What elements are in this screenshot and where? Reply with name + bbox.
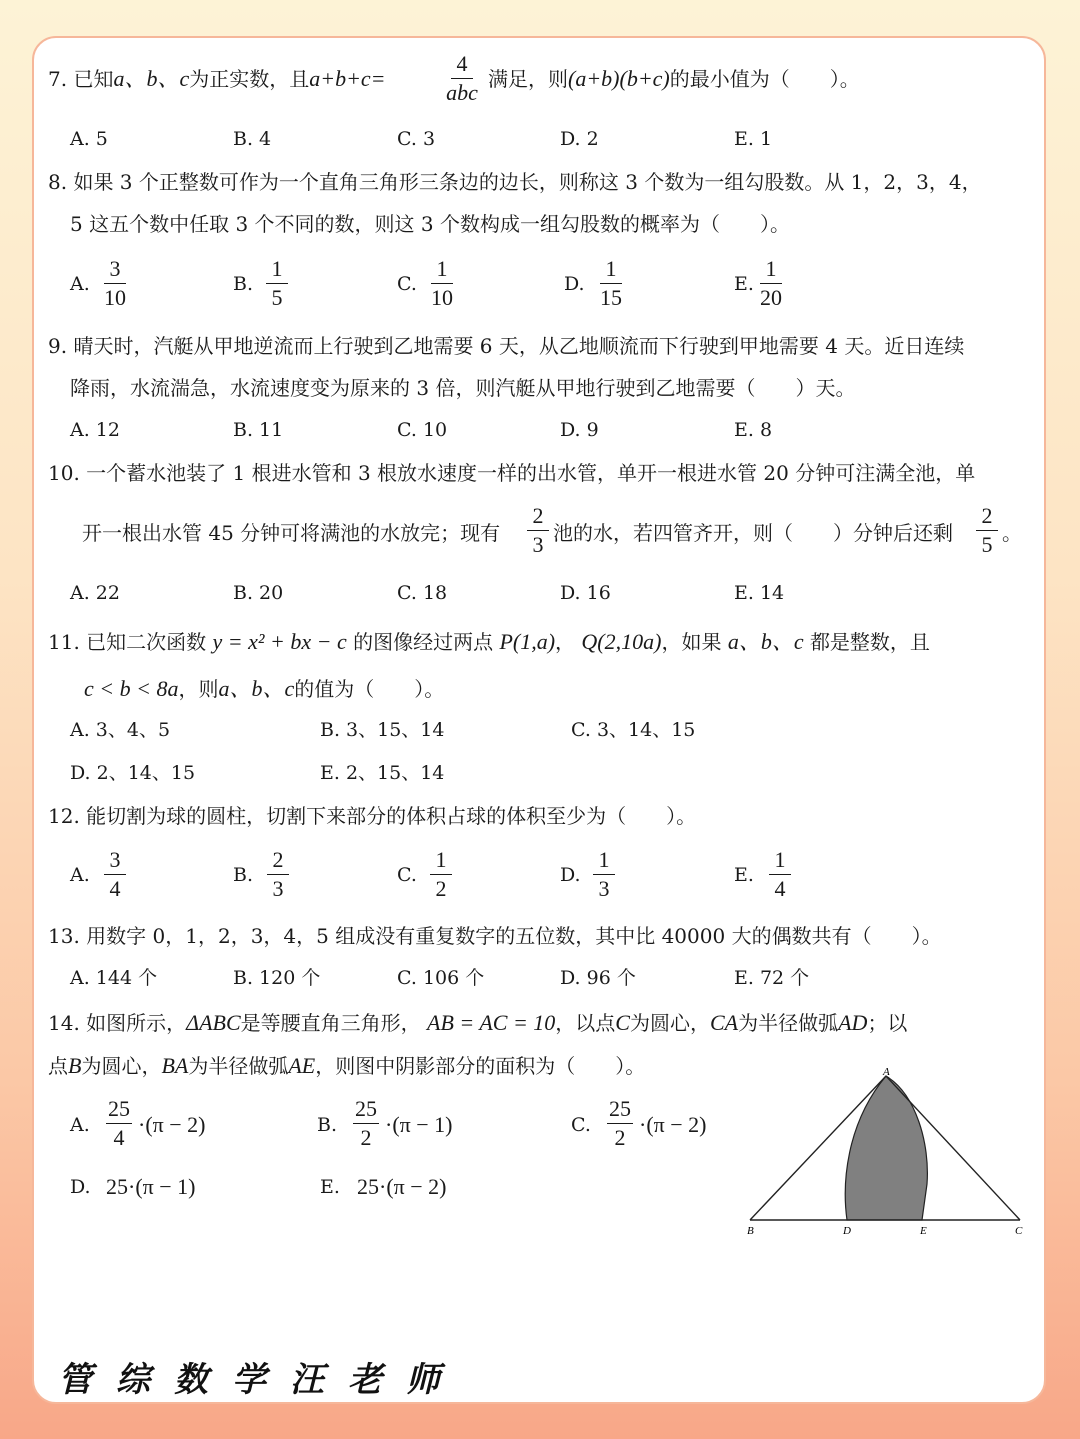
q14-option-a-tail: ·(π − 2) — [138, 1112, 206, 1137]
q8-option-e-fraction: $\frac{1}{20}$ — [760, 256, 782, 310]
q11-line1: 11. 已知二次函数 y = x² + bx − c 的图像经过两点 P(1,a)， Q(2,10a)，如果 a、b、c 都是整数，且 — [48, 629, 930, 654]
q10-option-b: B. 20 — [233, 582, 284, 604]
q14-option-c-tail: ·(π − 2) — [639, 1112, 707, 1137]
triangle-figure — [742, 1064, 1032, 1234]
q9-option-a: A. 12 — [70, 419, 120, 441]
q10-option-e: E. 14 — [734, 582, 785, 604]
q14-line1: 14. 如图所示，ΔABC是等腰直角三角形， AB = AC = 10，以点C为圆心，CA为半径做弧AD；以 — [48, 1010, 908, 1035]
q10-line2-b: 池的水，若四管齐开，则（ ）分钟后还剩 — [553, 521, 953, 545]
q11-option-b: B. 3、15、14 — [320, 719, 445, 741]
q9-option-c: C. 10 — [397, 419, 448, 441]
q14-option-b-fraction: $\frac{25}{2}$ — [355, 1096, 377, 1150]
q13-line: 13. 用数字 0，1，2，3，4，5 组成没有重复数字的五位数，其中比 40000 大的偶数共有（ ）。 — [48, 924, 942, 948]
q10-fraction-two-thirds: $\frac{2}{3}$ — [527, 505, 549, 556]
q8-line2: 5 这五个数中任取 3 个不同的数，则这 3 个数构成一组勾股数的概率为（ ）。 — [70, 212, 790, 236]
q8-option-d-label: D. — [564, 273, 585, 295]
q14-option-d-text: 25·(π − 1) — [106, 1174, 196, 1199]
q9-option-b: B. 11 — [233, 419, 284, 441]
q12-option-e-label: E. — [734, 864, 754, 886]
q10-option-d: D. 16 — [560, 582, 611, 604]
q14-option-a-label: A. — [70, 1114, 90, 1136]
author-signature: 管综数学汪老师 — [58, 1360, 464, 1400]
q8-option-c-fraction: $\frac{1}{10}$ — [431, 256, 453, 310]
q12-option-d-label: D. — [560, 864, 581, 886]
q7-option-d: D. 2 — [560, 128, 599, 150]
label-a: A — [883, 1066, 890, 1078]
q12-option-a-label: A. — [70, 864, 90, 886]
q7-option-e: E. 1 — [734, 128, 773, 150]
q9-option-d: D. 9 — [560, 419, 599, 441]
q7-option-c: C. 3 — [397, 128, 436, 150]
q13-option-c: C. 106 个 — [397, 967, 485, 989]
q14-line2: 点B为圆心，BA为半径做弧AE，则图中阴影部分的面积为（ ）。 — [48, 1053, 646, 1078]
q7-option-b: B. 4 — [233, 128, 272, 150]
q12-option-b-fraction: $\frac{2}{3}$ — [267, 849, 289, 900]
q8-option-c-label: C. — [397, 273, 417, 295]
q13-option-a: A. 144 个 — [70, 967, 158, 989]
q12-option-c-fraction: $\frac{1}{2}$ — [430, 849, 452, 900]
q10-line1: 10. 一个蓄水池装了 1 根进水管和 3 根放水速度一样的出水管，单开一根进水管 20 分钟可注满全池，单 — [48, 461, 976, 485]
q8-option-a-label: A. — [70, 273, 90, 295]
q8-option-b-fraction: $\frac{1}{5}$ — [266, 258, 288, 309]
q9-option-e: E. 8 — [734, 419, 773, 441]
q10-line2-a: 开一根出水管 45 分钟可将满池的水放完；现有 — [82, 521, 501, 545]
q9-line2: 降雨，水流湍急，水流速度变为原来的 3 倍，则汽艇从甲地行驶到乙地需要（ ）天。 — [70, 376, 856, 400]
q12-option-c-label: C. — [397, 864, 417, 886]
q12-option-b-label: B. — [233, 864, 254, 886]
q13-option-b: B. 120 个 — [233, 967, 321, 989]
q8-option-d-fraction: $\frac{1}{15}$ — [600, 256, 622, 310]
q10-option-c: C. 18 — [397, 582, 448, 604]
q11-option-d: D. 2、14、15 — [70, 762, 196, 784]
q7-fraction: 4 abc — [446, 51, 478, 105]
shaded-lens-region — [845, 1076, 927, 1220]
q14-option-c-fraction: $\frac{25}{2}$ — [609, 1096, 631, 1150]
q12-line: 12. 能切割为球的圆柱，切割下来部分的体积占球的体积至少为（ ）。 — [48, 804, 697, 828]
q13-option-d: D. 96 个 — [560, 967, 636, 989]
q14-option-a-fraction: $\frac{25}{4}$ — [108, 1096, 130, 1150]
q11-option-c: C. 3、14、15 — [571, 719, 696, 741]
q11-option-e: E. 2、15、14 — [320, 762, 445, 784]
label-c: C — [1015, 1225, 1023, 1234]
q11-option-a: A. 3、4、5 — [70, 719, 171, 741]
q12-option-d-fraction: $\frac{1}{3}$ — [593, 849, 615, 900]
q9-line1: 9. 晴天时，汽艇从甲地逆流而上行驶到乙地需要 6 天，从乙地顺流而下行驶到甲地需要 4 天。近日连续 — [48, 334, 965, 358]
q7-text: 7. 已知a、b、c为正实数，且a+b+c= — [48, 66, 386, 91]
q8-line1: 8. 如果 3 个正整数可作为一个直角三角形三条边的边长，则称这 3 个数为一组勾股数。从 1，2，3，4， — [48, 170, 982, 194]
q14-option-c-label: C. — [571, 1114, 591, 1136]
q8-option-a-fraction: $\frac{3}{10}$ — [104, 256, 126, 310]
label-d: D — [843, 1225, 851, 1234]
q10-line2-c: 。 — [1002, 521, 1022, 545]
q14-option-e-label: E. — [320, 1176, 340, 1198]
q14-option-b-label: B. — [317, 1114, 338, 1136]
q14-option-e-text: 25·(π − 2) — [357, 1174, 447, 1199]
label-e: E — [920, 1225, 927, 1234]
q11-line2: c < b < 8a，则a、b、c的值为（ ）。 — [84, 676, 445, 701]
q7-option-a: A. 5 — [70, 128, 108, 150]
q8-option-e-label: E. — [734, 273, 754, 295]
q10-option-a: A. 22 — [70, 582, 120, 604]
q13-option-e: E. 72 个 — [734, 967, 810, 989]
q10-fraction-two-fifths: $\frac{2}{5}$ — [976, 505, 998, 556]
q14-option-d-label: D. — [70, 1176, 91, 1198]
label-b: B — [747, 1225, 754, 1234]
q12-option-a-fraction: $\frac{3}{4}$ — [104, 849, 126, 900]
q7-text-end: 满足，则(a+b)(b+c)的最小值为（ ）。 — [488, 66, 860, 91]
q12-option-e-fraction: $\frac{1}{4}$ — [769, 849, 791, 900]
q14-option-b-tail: ·(π − 1) — [385, 1112, 453, 1137]
q8-option-b-label: B. — [233, 273, 254, 295]
